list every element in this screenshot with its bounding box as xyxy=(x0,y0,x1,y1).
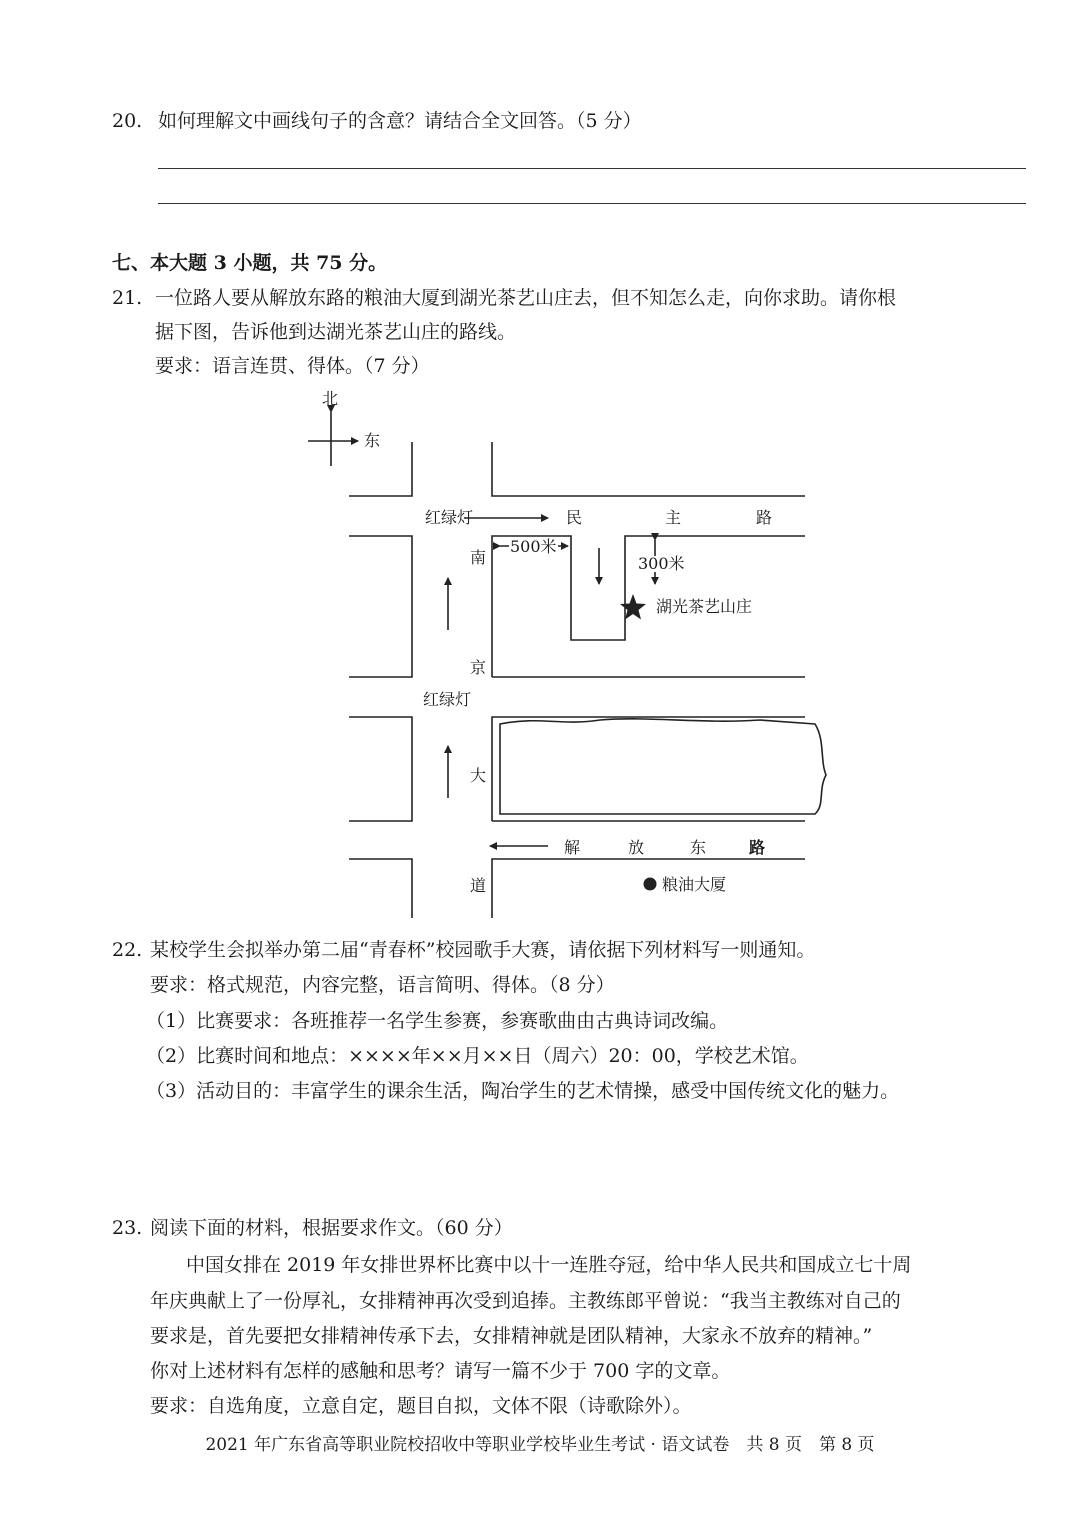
block-west-1 xyxy=(349,536,412,677)
question-22-item-1: （1）比赛要求：各班推荐一名学生参赛，参赛歌曲由古典诗词改编。 xyxy=(146,1010,729,1032)
road-char-dong: 东 xyxy=(690,838,707,857)
question-21-requirement: 要求：语言连贯、得体。（7 分） xyxy=(155,355,430,377)
park-area xyxy=(500,719,826,814)
question-22-item-2: （2）比赛时间和地点：××××年××月××日（周六）20：00，学校艺术馆。 xyxy=(146,1045,809,1067)
distance-300m: 300米 xyxy=(638,554,685,573)
question-23-requirement: 要求：自选角度，立意自定，题目自拟，文体不限（诗歌除外）。 xyxy=(150,1395,692,1417)
block-west-2 xyxy=(349,717,412,821)
road-char-fang: 放 xyxy=(628,838,645,857)
question-23-paragraph-2: 年庆典献上了一份厚礼，女排精神再次受到追捧。主教练郎平曾说：“我当主教练对自己的 xyxy=(150,1290,901,1312)
section-7-heading: 七、本大题 3 小题，共 75 分。 xyxy=(112,252,388,274)
question-23-paragraph-3: 要求是，首先要把女排精神传承下去，女排精神就是团队精神，大家永不放弃的精神。” xyxy=(150,1325,873,1347)
road-char-min: 民 xyxy=(566,508,583,527)
dot-icon xyxy=(644,878,657,891)
block-top-left xyxy=(349,442,412,496)
block-top-right xyxy=(492,442,805,496)
question-21-line-2: 据下图，告诉他到达湖光茶艺山庄的路线。 xyxy=(155,321,517,343)
teahouse-label: 湖光茶艺山庄 xyxy=(656,597,753,616)
traffic-light-mid: 红绿灯 xyxy=(423,690,472,709)
page-footer: 2021 年广东省高等职业院校招收中等职业学校毕业生考试 · 语文试卷 共 8 页 第 8 页 xyxy=(205,1435,875,1455)
question-23-paragraph-1: 中国女排在 2019 年女排世界杯比赛中以十一连胜夺冠，给中华人民共和国成立七十周 xyxy=(186,1254,912,1276)
question-22-line-1: 某校学生会拟举办第二届“青春杯”校园歌手大赛，请依据下列材料写一则通知。 xyxy=(150,939,816,961)
question-22-number: 22. xyxy=(112,939,143,961)
question-22-requirement: 要求：格式规范，内容完整，语言简明、得体。（8 分） xyxy=(150,974,615,996)
question-23-line-1: 阅读下面的材料，根据要求作文。（60 分） xyxy=(150,1217,513,1239)
road-char-zhu: 主 xyxy=(665,508,682,527)
traffic-light-top: 红绿灯 xyxy=(425,508,474,527)
east-label: 东 xyxy=(364,431,381,450)
road-char-da: 大 xyxy=(470,766,487,785)
distance-500m: 500米 xyxy=(510,537,557,556)
grain-building-label: 粮油大厦 xyxy=(662,875,727,894)
question-23-paragraph-4: 你对上述材料有怎样的感触和思考？请写一篇不少于 700 字的文章。 xyxy=(150,1360,731,1382)
question-20-text: 如何理解文中画线句子的含意？请结合全文回答。（5 分） xyxy=(158,110,642,132)
road-char-lu-bottom: 路 xyxy=(749,838,766,857)
north-label: 北 xyxy=(322,389,339,408)
star-icon xyxy=(620,594,646,620)
question-21-line-1: 一位路人要从解放东路的粮油大厦到湖光茶艺山庄去，但不知怎么走，向你求助。请你根 xyxy=(155,287,897,309)
block-lower-outline xyxy=(492,717,805,821)
question-23-number: 23. xyxy=(112,1217,143,1239)
question-20-number: 20. xyxy=(112,110,143,132)
road-char-dao: 道 xyxy=(470,876,487,895)
road-char-jie: 解 xyxy=(564,838,581,857)
road-char-nan: 南 xyxy=(470,548,487,567)
question-22-item-3: （3）活动目的：丰富学生的课余生活，陶冶学生的艺术情操，感受中国传统文化的魅力。 xyxy=(146,1080,900,1102)
block-west-3 xyxy=(349,859,412,918)
road-char-jing: 京 xyxy=(470,658,487,677)
question-21-number: 21. xyxy=(112,287,143,309)
road-char-lu-top: 路 xyxy=(756,508,773,527)
